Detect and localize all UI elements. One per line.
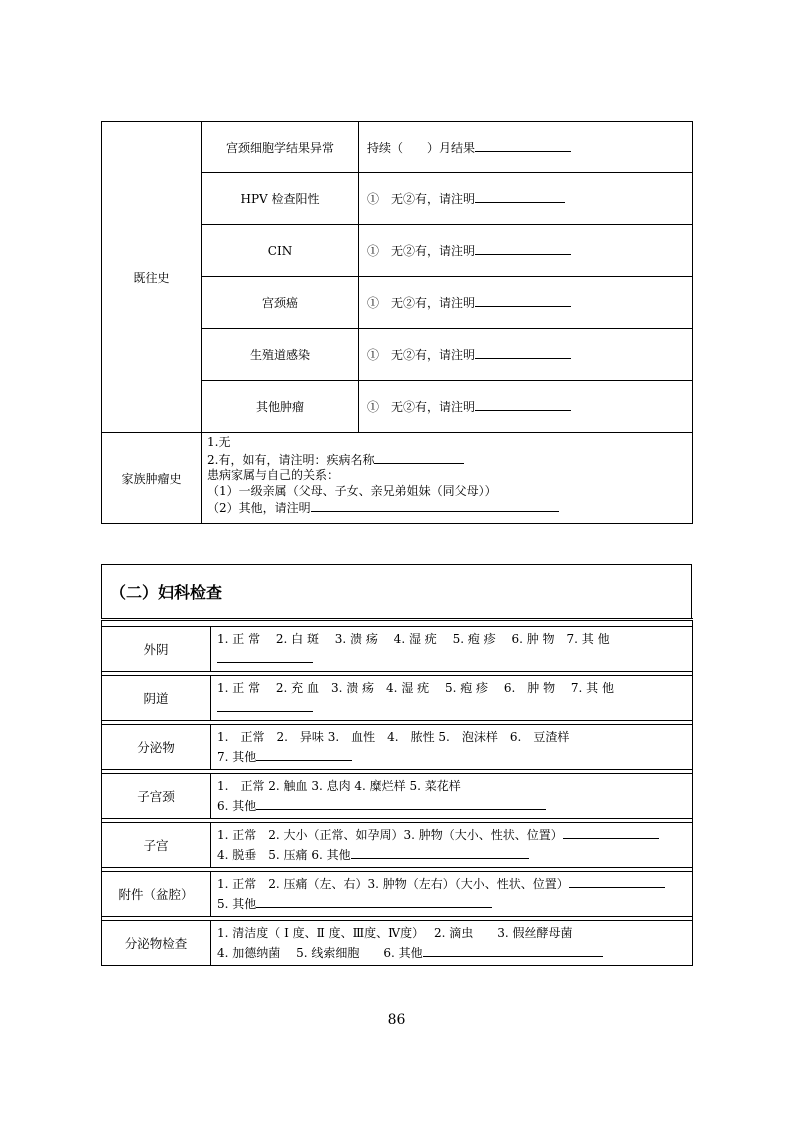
gyn-row-value[interactable]: 1. 正 常 2. 充 血 3. 溃 疡 4. 湿 疣 5. 疱 疹 6. 肿 物 7. 其 他 bbox=[211, 676, 693, 721]
fill-blank[interactable] bbox=[475, 139, 571, 152]
gyn-exam-title: （二）妇科检查 bbox=[101, 564, 692, 618]
family-line: 1.无 bbox=[207, 435, 231, 449]
gyn-row-value[interactable]: 1. 正常 2. 压痛（左、右）3. 肿物（左右）（大小、性状、位置） 5. 其他 bbox=[211, 872, 693, 917]
page-number: 86 bbox=[387, 1012, 406, 1028]
history-item-label: HPV 检查阳性 bbox=[202, 173, 359, 225]
fill-blank[interactable] bbox=[256, 797, 546, 810]
fill-blank[interactable] bbox=[217, 650, 313, 663]
gyn-row-value[interactable]: 1. 正常 2. 异味 3. 血性 4. 脓性 5. 泡沫样 6. 豆渣样 7. 其他 bbox=[211, 725, 693, 770]
fill-blank[interactable] bbox=[256, 748, 352, 761]
fill-blank[interactable] bbox=[475, 190, 565, 203]
history-item-value[interactable]: ① 无②有，请注明 bbox=[359, 277, 693, 329]
gyn-exam-table bbox=[101, 618, 693, 966]
fill-blank[interactable] bbox=[563, 826, 659, 839]
history-section-label: 既往史 bbox=[102, 122, 202, 433]
family-line: 2.有，如有，请注明：疾病名称 bbox=[207, 451, 687, 469]
fill-blank[interactable] bbox=[351, 846, 529, 859]
fill-blank[interactable] bbox=[475, 398, 571, 411]
family-history-content[interactable] bbox=[202, 433, 693, 524]
family-history-label: 家族肿瘤史 bbox=[102, 433, 202, 524]
gyn-row-label: 分泌物检查 bbox=[102, 921, 211, 966]
fill-blank[interactable] bbox=[256, 895, 492, 908]
fill-blank[interactable] bbox=[217, 699, 313, 712]
gyn-row-value[interactable]: 1. 正常 2. 大小（正常、如孕周）3. 肿物（大小、性状、位置） 4. 脱垂 5. 压痛 6. 其他 bbox=[211, 823, 693, 868]
section-divider bbox=[102, 620, 693, 627]
fill-blank[interactable] bbox=[475, 294, 571, 307]
history-item-value[interactable]: ① 无②有，请注明 bbox=[359, 329, 693, 381]
history-item-label: 其他肿瘤 bbox=[202, 381, 359, 433]
gyn-row-value[interactable]: 1. 正常 2. 触血 3. 息肉 4. 糜烂样 5. 菜花样 6. 其他 bbox=[211, 774, 693, 819]
gyn-row-value[interactable]: 1. 正 常 2. 白 斑 3. 溃 疡 4. 湿 疣 5. 疱 疹 6. 肿 物 7. 其 他 bbox=[211, 627, 693, 672]
fill-blank[interactable] bbox=[374, 451, 464, 464]
gyn-row-label: 子宫颈 bbox=[102, 774, 211, 819]
fill-blank[interactable] bbox=[311, 499, 559, 512]
gyn-row-value[interactable]: 1. 清洁度（ Ⅰ 度、Ⅱ 度、Ⅲ度、Ⅳ度） 2. 滴虫 3. 假丝酵母菌 4. 加德纳菌 5. 线索细胞 6. 其他 bbox=[211, 921, 693, 966]
gyn-row-label: 附件（盆腔） bbox=[102, 872, 211, 917]
gyn-row-label: 子宫 bbox=[102, 823, 211, 868]
family-line: （2）其他，请注明 bbox=[207, 499, 687, 517]
history-item-value[interactable]: ① 无②有，请注明 bbox=[359, 381, 693, 433]
history-item-label: 宫颈细胞学结果异常 bbox=[202, 122, 359, 173]
family-line: （1）一级亲属（父母、子女、亲兄弟姐妹（同父母）） bbox=[207, 483, 497, 498]
history-item-value[interactable]: ① 无②有，请注明 bbox=[359, 225, 693, 277]
family-line: 患病家属与自己的关系： bbox=[207, 468, 340, 483]
gyn-row-label: 分泌物 bbox=[102, 725, 211, 770]
gyn-exam-section bbox=[101, 564, 692, 966]
history-item-value[interactable]: ① 无②有，请注明 bbox=[359, 173, 693, 225]
fill-blank[interactable] bbox=[569, 875, 665, 888]
fill-blank[interactable] bbox=[475, 242, 571, 255]
gyn-row-label: 阴道 bbox=[102, 676, 211, 721]
gyn-row-label: 外阴 bbox=[102, 627, 211, 672]
history-item-label: CIN bbox=[202, 225, 359, 277]
fill-blank[interactable] bbox=[475, 346, 571, 359]
history-item-value[interactable]: 持续（ ）月结果 bbox=[359, 122, 693, 173]
fill-blank[interactable] bbox=[423, 944, 603, 957]
history-item-label: 生殖道感染 bbox=[202, 329, 359, 381]
history-item-label: 宫颈癌 bbox=[202, 277, 359, 329]
history-table bbox=[101, 121, 693, 524]
